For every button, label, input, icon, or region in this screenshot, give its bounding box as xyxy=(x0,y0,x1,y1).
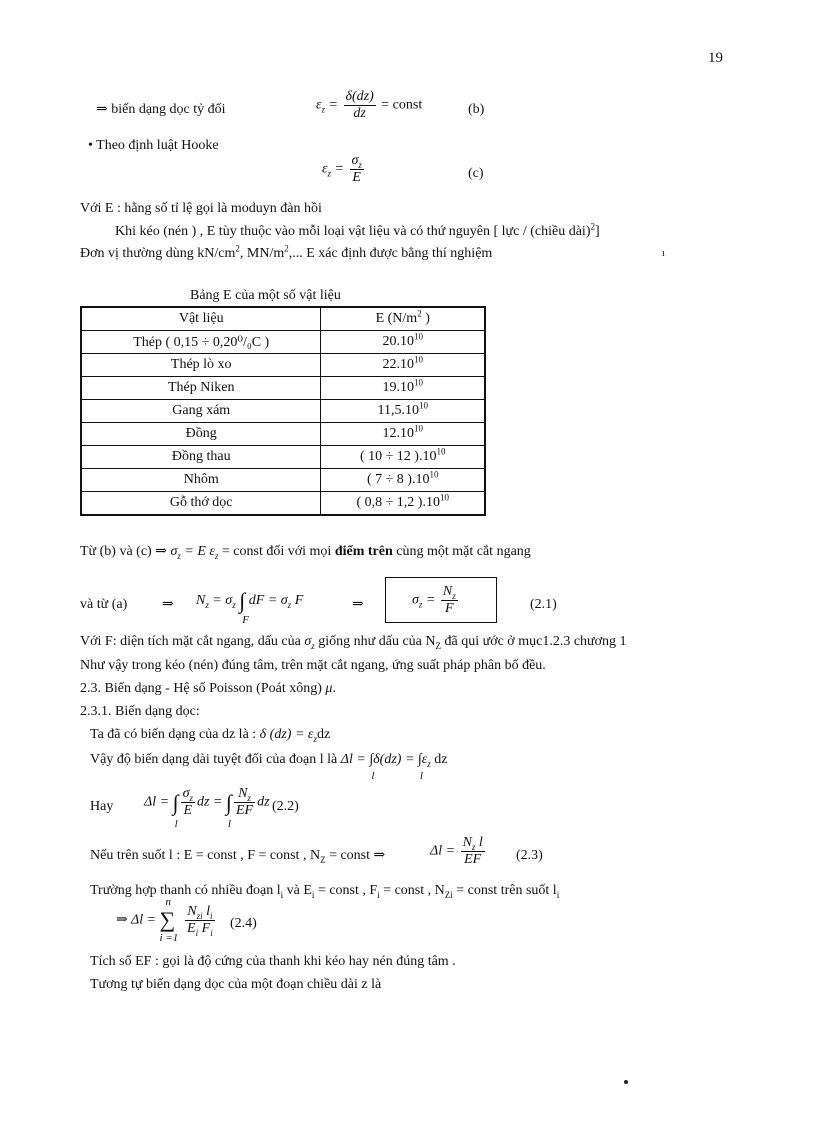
sum-upper: n xyxy=(165,896,172,909)
line-uniform-dist: Như vậy trong kéo (nén) đúng tâm, trên mặt cắt ngang, ứng suất pháp phân bố đều. xyxy=(80,658,546,673)
units-text-b: , MN/m xyxy=(239,246,285,261)
bullet: • xyxy=(88,138,93,153)
sigma-subscript: z xyxy=(311,640,315,651)
cell-modulus: 19.10$^{10}$ xyxy=(321,377,485,400)
l-symbol: l xyxy=(206,904,210,919)
line-area-def xyxy=(80,634,627,649)
line-uniform-stress xyxy=(80,544,531,559)
dz-text: dz xyxy=(434,752,448,767)
cell-modulus: ( 10 ÷ 12 )$.10^{10}$ xyxy=(321,446,485,469)
l13-text-a: Ta đã có biến dạng của dz là : xyxy=(90,727,257,742)
cell-modulus: 22.10$^{10}$ xyxy=(321,354,485,377)
formula-2-3 xyxy=(430,835,487,868)
cell-material: Gỗ thớ dọc xyxy=(81,492,321,516)
equals-sign: = xyxy=(425,592,436,608)
epsilon-subscript: z xyxy=(327,168,332,179)
fraction-sigma-e xyxy=(181,786,195,819)
l16-text-a: Nếu trên suốt l : E = const , F = const , N xyxy=(90,848,321,863)
sigma-subscript: z xyxy=(189,792,194,803)
integral-limit: l xyxy=(174,817,178,830)
equation-label-2-4: (2.4) xyxy=(230,916,257,931)
l14-text-a: Vậy độ biến dạng dài tuyệt đối của đoạn l là xyxy=(90,752,338,767)
l16-text-b: = const xyxy=(329,848,371,863)
line-modulus-def: Với E : hằng số tỉ lệ gọi là moduyn đàn hồi xyxy=(80,201,322,216)
line-deformation-dz xyxy=(90,727,330,742)
cell-modulus: ( 7 ÷ 8 )$.10^{10}$ xyxy=(321,469,485,492)
fraction-denominator: E xyxy=(183,803,193,818)
n-subscript: z xyxy=(471,841,476,852)
e-subscript: i xyxy=(195,927,199,938)
n-subscript: z xyxy=(247,792,251,803)
delta-l: Δl = xyxy=(144,794,170,810)
e-symbol: E xyxy=(187,921,196,936)
eq-sigma: = σ xyxy=(212,593,233,609)
dimension-end: ] xyxy=(595,224,600,239)
l7-text-d: = const đối với mọi xyxy=(221,544,332,559)
n-subscript: z xyxy=(452,590,456,601)
units-sup-2: 2 xyxy=(284,243,289,254)
units-text-a: Đơn vị thường dùng kN/cm xyxy=(80,246,236,261)
delta-l: Δl = xyxy=(130,912,157,928)
n-symbol: N xyxy=(238,786,248,801)
l17-text-b: và E xyxy=(286,883,312,898)
l9-text-b: giống như dấu của N xyxy=(318,634,436,649)
fraction-n-f xyxy=(441,584,458,617)
sigma-subscript: z xyxy=(418,599,423,610)
line-stiffness: Tích số EF : gọi là độ cứng của thanh khi kéo hay nén đúng tâm . xyxy=(90,954,456,969)
n-symbol: N xyxy=(187,904,197,919)
cell-material: Thép Niken xyxy=(81,377,321,400)
sub-i: i xyxy=(280,889,284,900)
integral-epsilon: ∫ε xyxy=(417,752,428,767)
line-longitudinal-strain xyxy=(96,102,226,117)
cell-modulus: 12.10$^{10}$ xyxy=(321,423,485,446)
fraction-n-ef xyxy=(234,786,255,819)
equals-sign: = xyxy=(328,97,338,113)
equals-sign: = xyxy=(334,161,344,177)
section-heading-2-3-1: 2.3.1. Biến dạng dọc: xyxy=(80,704,200,719)
dz-text: dz xyxy=(316,727,331,742)
cell-modulus: 20.10$^{10}$ xyxy=(321,331,485,354)
l17-text-c: = const , F xyxy=(317,883,378,898)
table-row xyxy=(81,377,485,400)
l17-text-d: = const , N xyxy=(383,883,445,898)
cell-material: Gang xám xyxy=(81,400,321,423)
df-sigma: dF = σ xyxy=(248,593,288,609)
cell-material: Nhôm xyxy=(81,469,321,492)
n-subscript: z xyxy=(205,600,209,611)
equation-label-2-2: (2.2) xyxy=(272,799,299,814)
equation-label-b: (b) xyxy=(468,102,485,117)
header-modulus: E ($N/m^2$ ) xyxy=(321,307,485,331)
fraction-nl-ef-i xyxy=(185,904,215,937)
equation-label-2-1: (2.1) xyxy=(530,597,557,612)
l-symbol: l xyxy=(478,835,483,850)
units-text-c: ,... E xác định được bằng thí nghiệm xyxy=(288,246,493,261)
formula-b xyxy=(316,89,422,122)
line-dimension xyxy=(115,221,600,239)
integral-symbol: ∫ xyxy=(239,588,246,613)
n-subscript: Z xyxy=(435,640,441,651)
l7-text-bold: điểm trên xyxy=(334,544,393,559)
epsilon-subscript: z xyxy=(321,104,326,115)
const-rhs: = const xyxy=(381,97,423,113)
n-subscript: zi xyxy=(196,910,203,921)
epsilon-subscript: z xyxy=(214,550,219,561)
formula-c xyxy=(322,153,366,186)
table-row xyxy=(81,331,485,354)
section-heading-2-3 xyxy=(80,681,336,696)
n-symbol: N xyxy=(196,593,206,609)
heading-text: 2.3. Biến dạng - Hệ số Poisson (Poát xông) xyxy=(80,681,322,696)
sigma-symbol: σ xyxy=(182,786,190,801)
n-symbol: N xyxy=(442,584,453,599)
fraction-sigma-e xyxy=(350,153,364,186)
table-row xyxy=(81,446,485,469)
epsilon-symbol: ε xyxy=(316,97,322,113)
f-symbol: F xyxy=(294,593,304,609)
line-similar: Tương tự biến dạng dọc của một đoạn chiều dài z là xyxy=(90,977,382,992)
integral-limit: F xyxy=(242,614,249,626)
dimension-sup: 2 xyxy=(590,221,595,232)
table-header-row xyxy=(81,307,485,331)
cell-modulus: ( 0,8 ÷ 1,2 )$.10^{10}$ xyxy=(321,492,485,516)
implies-symbol: ⇒ xyxy=(373,848,386,863)
fraction-denominator: EF xyxy=(464,852,482,867)
line-units xyxy=(80,243,493,261)
sigma-subscript: z xyxy=(287,600,292,611)
sigma-symbol: σ xyxy=(351,153,359,168)
l9-text-a: Với F: diện tích mặt cắt ngang, dấu của xyxy=(80,634,301,649)
cell-material: Thép lò xo xyxy=(81,354,321,377)
implies-symbol: ⇒ xyxy=(162,597,174,612)
line-from-a: và từ (a) xyxy=(80,597,128,612)
formula-2-2: Δl = ∫ l $\frac{\sigma_z}{E}$ dz = ∫ l $\frac{N_z}{EF}$ dz xyxy=(144,786,270,830)
sum-symbol: ∑ xyxy=(159,907,176,933)
n-subscript: Z xyxy=(320,854,326,865)
table-row xyxy=(81,354,485,377)
implies-symbol-2: ⇒ xyxy=(352,597,364,612)
sigma-subscript: z xyxy=(177,550,181,561)
table-row xyxy=(81,492,485,516)
integral-limit: l xyxy=(227,817,231,830)
line-absolute-deformation xyxy=(90,752,448,782)
epsilon-subscript: z xyxy=(313,733,317,744)
page-number: 19 xyxy=(708,50,723,66)
fraction-denominator: E xyxy=(352,170,361,185)
sub-i: i xyxy=(556,889,560,900)
e-epsilon: = E ε xyxy=(184,544,215,559)
fraction-denominator: EF xyxy=(235,803,254,818)
cell-modulus: 11,5.10$^{10}$ xyxy=(321,400,485,423)
sum-lower: i =1 xyxy=(159,932,179,945)
f-subscript: i xyxy=(210,927,213,938)
dz-eq: dz = xyxy=(197,794,223,810)
cell-material: Thép ( 0,15 ÷ 0,20⁰/₀C ) xyxy=(81,331,321,354)
cell-material: Đồng thau xyxy=(81,446,321,469)
dz-text: dz xyxy=(257,794,270,810)
f-symbol: F xyxy=(201,921,211,936)
epsilon-symbol: ε xyxy=(322,161,328,177)
fraction-denominator: dz xyxy=(353,106,366,121)
epsilon-subscript: z xyxy=(427,758,431,769)
formula-2-4 xyxy=(116,896,217,945)
hooke-text: Theo định luật Hooke xyxy=(96,138,219,153)
fraction-denominator: F xyxy=(445,601,454,616)
l9-text-c: đã qui ước ở mục1.2.3 chương 1 xyxy=(444,634,627,649)
sigma-symbol: σ xyxy=(412,592,419,608)
strain-text: biến dạng dọc tỷ đối xyxy=(111,102,226,117)
integral-limit: l xyxy=(371,770,375,782)
boxed-formula-2-1 xyxy=(385,577,497,623)
equation-label-2-3: (2.3) xyxy=(516,848,543,863)
fraction-delta-dz xyxy=(344,89,376,122)
line-multi-segment xyxy=(90,883,559,898)
integral-delta: ∫δ(dz) = xyxy=(369,752,415,767)
line-hay: Hay xyxy=(90,799,114,814)
l17-text-e: = const trên suốt l xyxy=(456,883,557,898)
table-row xyxy=(81,469,485,492)
sigma-symbol: σ xyxy=(170,544,178,559)
units-sup-1: 2 xyxy=(235,243,240,254)
cell-material: Đồng xyxy=(81,423,321,446)
l7-text-f: cùng một mặt cắt ngang xyxy=(396,544,531,559)
line-constant-case xyxy=(90,848,385,863)
scan-dot xyxy=(624,1080,628,1084)
sigma-subscript: z xyxy=(232,600,236,611)
equation-label-c: (c) xyxy=(468,166,484,181)
table-row xyxy=(81,400,485,423)
sub-i: i xyxy=(377,889,380,900)
dimension-text: Khi kéo (nén ) , E tùy thuộc vào mỗi loại vật liệu và có thứ nguyên [ lực / (chiều dài) xyxy=(115,224,591,239)
stray-mark: ı xyxy=(662,248,665,259)
header-material: Vật liệu xyxy=(81,307,321,331)
table-caption: Bảng E của một số vật liệu xyxy=(190,288,341,303)
sigma-symbol: σ xyxy=(304,634,312,649)
line-hooke xyxy=(88,138,219,153)
implies-symbol: ⇒ xyxy=(96,102,108,117)
implies-symbol: ⇒ xyxy=(116,912,128,928)
delta-l: Δl = xyxy=(340,752,366,767)
l-subscript: i xyxy=(209,910,213,921)
fraction-nl-ef xyxy=(461,835,485,868)
sub-zi: Zi xyxy=(444,889,453,900)
formula-normal-force xyxy=(196,588,304,626)
table-row xyxy=(81,423,485,446)
delta-l: Δl = xyxy=(430,843,456,859)
sub-i: i xyxy=(311,889,315,900)
n-symbol: N xyxy=(462,835,472,850)
integral-limit: l xyxy=(419,770,423,782)
mu-symbol: μ xyxy=(325,681,333,696)
material-modulus-table xyxy=(80,306,486,516)
sigma-subscript: z xyxy=(358,159,362,170)
delta-dz: δ (dz) = xyxy=(259,727,305,742)
l7-text-a: Từ (b) và (c) ⇒ xyxy=(80,544,167,559)
fraction-numerator: δ(dz) xyxy=(345,89,374,104)
heading-end: . xyxy=(332,681,336,696)
l17-text-a: Trường hợp thanh có nhiều đoạn l xyxy=(90,883,281,898)
epsilon-symbol: ε xyxy=(307,727,314,742)
